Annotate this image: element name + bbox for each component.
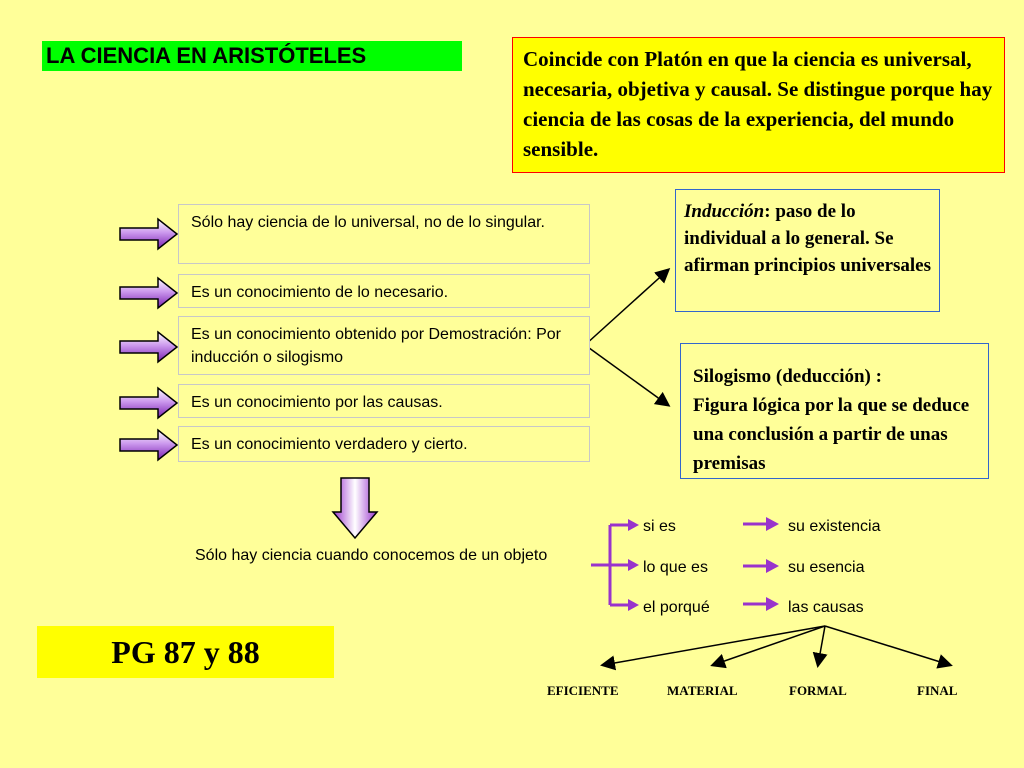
branch-arrows	[585, 270, 668, 405]
syllogism-box	[680, 343, 989, 479]
block-arrow-icon	[120, 430, 177, 460]
block-arrow-icon	[120, 332, 177, 362]
purple-arrow-icon	[743, 517, 779, 611]
purple-bracket	[591, 525, 628, 605]
property-box: Es un conocimiento por las causas.	[178, 384, 590, 418]
property-box: Es un conocimiento verdadero y cierto.	[178, 426, 590, 462]
knowledge-question: lo que es	[643, 559, 708, 576]
induction-definition: : paso de lo individual a lo general. Se afirman principios universales	[684, 201, 932, 276]
down-arrow-icon	[333, 478, 377, 538]
knowledge-answer: su existencia	[788, 518, 881, 535]
conclusion-text: Sólo hay ciencia cuando conocemos de un objeto	[195, 547, 548, 564]
syllogism-term: Silogismo (deducción) :	[693, 366, 882, 387]
induction-box	[675, 189, 940, 312]
knowledge-question: el porqué	[643, 599, 710, 616]
cause-label: MATERIAL	[667, 683, 738, 698]
knowledge-answer: su esencia	[788, 559, 865, 576]
knowledge-question: si es	[643, 518, 676, 535]
page-title: LA CIENCIA EN ARISTÓTELES	[42, 41, 462, 71]
cause-label: EFICIENTE	[547, 683, 619, 698]
cause-arrows	[603, 626, 950, 665]
block-arrow-icon	[120, 219, 177, 249]
cause-label: FORMAL	[789, 683, 847, 698]
cause-label: FINAL	[917, 683, 958, 698]
knowledge-answer: las causas	[788, 599, 864, 616]
intro-box: Coincide con Platón en que la ciencia es universal, necesaria, objetiva y causal. Se distingue porque hay ciencia de las cosas de la experiencia, del mundo sensible.	[512, 37, 1005, 173]
purple-arrowheads	[628, 519, 639, 611]
induction-term: Inducción	[684, 201, 765, 222]
property-box: Es un conocimiento obtenido por Demostración: Por inducción o silogismo	[178, 316, 590, 375]
property-box: Sólo hay ciencia de lo universal, no de lo singular.	[178, 204, 590, 264]
block-arrow-icon	[120, 388, 177, 418]
syllogism-definition: Figura lógica por la que se deduce una conclusión a partir de unas premisas	[693, 395, 970, 474]
property-box: Es un conocimiento de lo necesario.	[178, 274, 590, 308]
page-reference: PG 87 y 88	[37, 626, 334, 678]
block-arrow-icon	[120, 278, 177, 308]
